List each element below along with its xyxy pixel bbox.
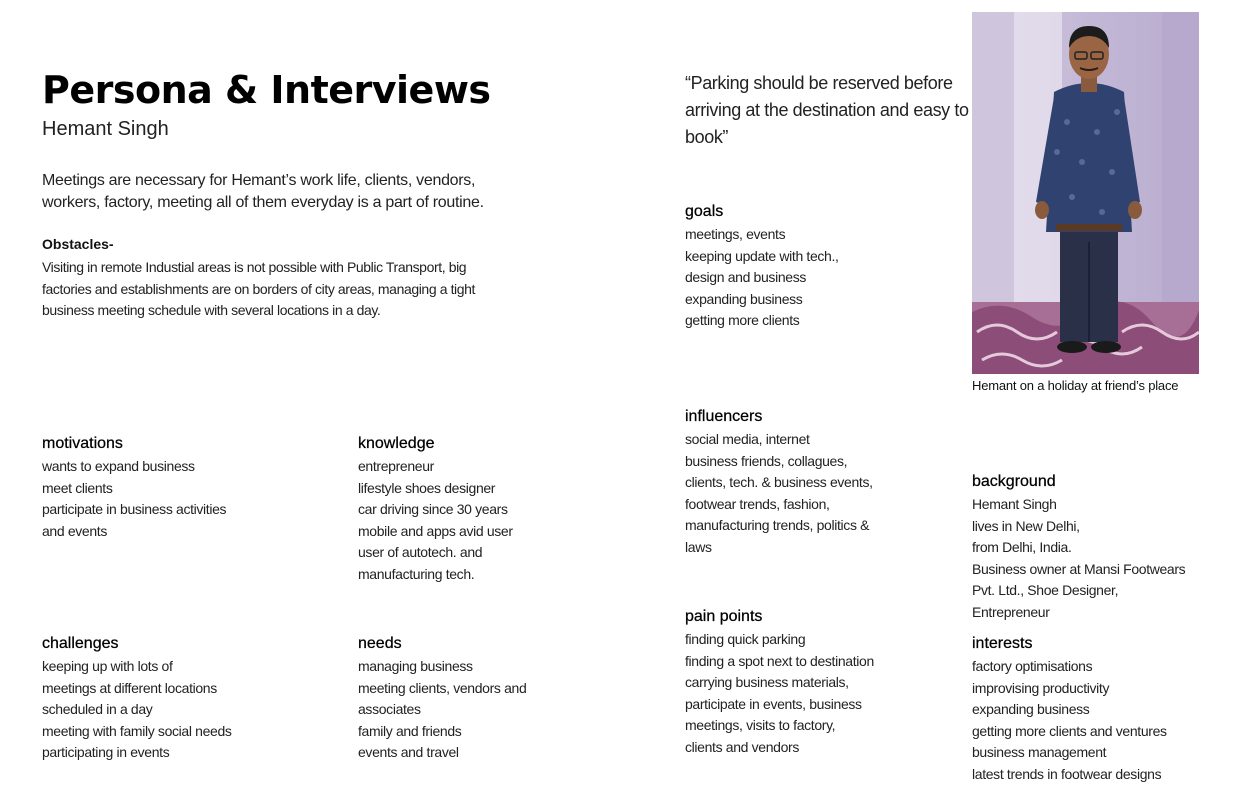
challenges-list — [42, 656, 232, 764]
list-item: family and friends — [358, 722, 462, 739]
list-item: car driving since 30 years — [358, 501, 508, 518]
background-list — [972, 494, 1185, 624]
list-item: expanding business — [685, 290, 803, 307]
list-item: finding quick parking — [685, 631, 806, 647]
section-heading: goals — [685, 203, 724, 220]
list-item: meetings at different locations — [42, 679, 217, 696]
list-item: manufacturing trends, politics & — [685, 517, 870, 534]
list-item: social media, internet — [685, 431, 810, 447]
pain-points-section — [685, 607, 874, 759]
list-item: Pvt. Ltd., Shoe Designer, — [972, 582, 1119, 599]
obstacles-heading: Obstacles- — [42, 236, 114, 252]
list-item: Business owner at Mansi Footwears — [972, 560, 1186, 577]
list-item: wants to expand business — [42, 458, 195, 474]
list-item: finding a spot next to destination — [685, 652, 874, 669]
list-item: meet clients — [42, 479, 113, 496]
influencers-section — [685, 407, 873, 559]
list-item: lives in New Delhi, — [972, 517, 1080, 534]
list-item: meetings, visits to factory, — [685, 717, 836, 734]
persona-quote: “Parking should be reserved before arriving at the destination and easy to book” — [685, 73, 969, 147]
interests-list — [972, 656, 1167, 786]
list-item: events and travel — [358, 744, 459, 761]
needs-list — [358, 656, 526, 764]
list-item: and events — [42, 522, 107, 539]
intro-text: Meetings are necessary for Hemant’s work life, clients, vendors, workers, factory, meeting all of them everyday is a part of routine. — [42, 172, 484, 211]
motivations-section — [42, 434, 226, 542]
persona-photo — [972, 12, 1199, 374]
list-item: associates — [358, 701, 421, 718]
section-heading: interests — [972, 635, 1033, 652]
list-item: improvising productivity — [972, 679, 1110, 696]
list-item: keeping update with tech., — [685, 247, 839, 264]
list-item: from Delhi, India. — [972, 539, 1072, 556]
page-title: Persona & Interviews — [42, 68, 491, 112]
obstacles-text: Visiting in remote Industial areas is not possible with Public Transport, big factories and establishments are on borders of city areas, managing a tight business meeting schedule with several locations in a day. — [42, 259, 476, 318]
list-item: getting more clients and ventures — [972, 722, 1167, 739]
list-item: lifestyle shoes designer — [358, 479, 496, 496]
list-item: business management — [972, 744, 1107, 761]
list-item: business friends, collagues, — [685, 452, 848, 469]
section-heading: influencers — [685, 408, 763, 425]
list-item: participating in events — [42, 744, 170, 761]
section-heading: knowledge — [358, 435, 435, 452]
section-heading: challenges — [42, 635, 119, 652]
list-item: meeting with family social needs — [42, 722, 232, 739]
section-heading: motivations — [42, 435, 123, 452]
section-heading: needs — [358, 635, 402, 652]
challenges-section — [42, 634, 232, 764]
list-item: carrying business materials, — [685, 674, 849, 691]
goals-list — [685, 224, 839, 332]
list-item: laws — [685, 538, 712, 555]
goals-section — [685, 202, 839, 332]
pain-points-list — [685, 629, 874, 759]
list-item: manufacturing tech. — [358, 565, 475, 582]
background-section — [972, 472, 1185, 624]
list-item: design and business — [685, 269, 806, 286]
section-heading: pain points — [685, 608, 763, 625]
persona-photo-illustration — [972, 12, 1199, 374]
list-item: mobile and apps avid user — [358, 522, 513, 539]
list-item: scheduled in a day — [42, 701, 153, 718]
list-item: clients and vendors — [685, 738, 799, 755]
photo-caption: Hemant on a holiday at friend’s place — [972, 378, 1179, 393]
list-item: Hemant Singh — [972, 496, 1057, 512]
list-item: meetings, events — [685, 226, 786, 242]
list-item: managing business — [358, 658, 473, 674]
list-item: clients, tech. & business events, — [685, 474, 873, 491]
persona-name: Hemant Singh — [42, 118, 169, 140]
knowledge-section — [358, 434, 513, 586]
influencers-list — [685, 429, 873, 559]
needs-section — [358, 634, 526, 764]
knowledge-list — [358, 456, 513, 586]
list-item: Entrepreneur — [972, 603, 1050, 620]
list-item: latest trends in footwear designs — [972, 765, 1162, 782]
list-item: user of autotech. and — [358, 544, 483, 561]
list-item: factory optimisations — [972, 658, 1093, 674]
list-item: expanding business — [972, 701, 1090, 718]
list-item: getting more clients — [685, 312, 800, 329]
list-item: participate in events, business — [685, 695, 862, 712]
section-heading: background — [972, 473, 1056, 490]
list-item: meeting clients, vendors and — [358, 679, 527, 696]
interests-section — [972, 634, 1167, 786]
list-item: entrepreneur — [358, 458, 434, 474]
list-item: keeping up with lots of — [42, 658, 173, 674]
list-item: participate in business activities — [42, 501, 227, 518]
motivations-list — [42, 456, 226, 542]
list-item: footwear trends, fashion, — [685, 495, 830, 512]
